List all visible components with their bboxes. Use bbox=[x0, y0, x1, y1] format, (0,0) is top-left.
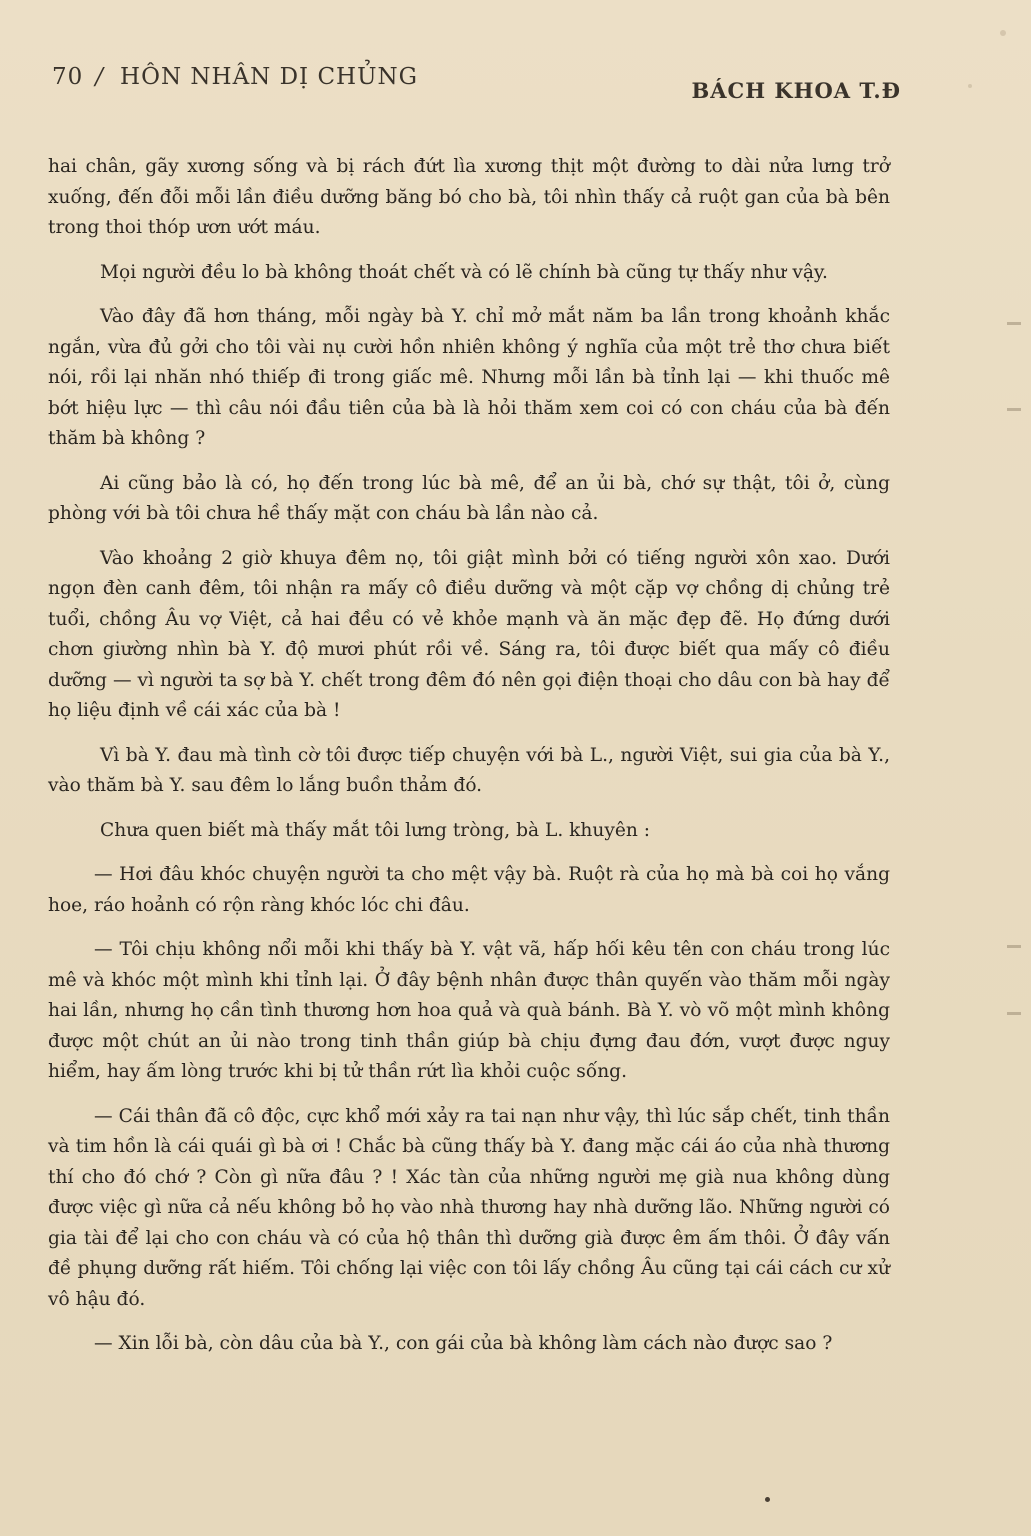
running-head-left bbox=[52, 64, 418, 90]
page-number: 70 bbox=[52, 64, 84, 90]
page-edge-mark bbox=[1007, 322, 1021, 325]
paragraph: Mọi người đều lo bà không thoát chết và có lẽ chính bà cũng tự thấy như vậy. bbox=[100, 261, 828, 283]
dialogue-paragraph: — Cái thân đã cô độc, cực khổ mới xảy ra tai nạn như vậy, thì lúc sắp chết, tinh thần và tim hồn là cái quái gì bà ơi ! Chắc bà cũng thấy bà Y. đang mặc cái áo của nhà thương thí cho đó chớ ? Còn gì nữa đâu ? ! Xác tàn của những người mẹ già nua không dùng được việc gì nữa cả nếu không bỏ họ vào nhà thương hay nhà dưỡng lão. Những người có gia tài để lại cho con cháu và có của hộ thân thì dưỡng già được êm ấm thôi. Ở đây vấn đề phụng dưỡng rất hiếm. Tôi chống lại việc con tôi lấy chồng Âu cũng tại cái cách cư xử vô hậu đó. bbox=[48, 1105, 890, 1310]
magazine-name: BÁCH KHOA T.Đ bbox=[691, 78, 901, 103]
paragraph: Ai cũng bảo là có, họ đến trong lúc bà mê, để an ủi bà, chớ sự thật, tôi ở, cùng phòng với bà tôi chưa hề thấy mặt con cháu bà lần nào cả. bbox=[48, 472, 890, 524]
article-title: HÔN NHÂN DỊ CHỦNG bbox=[120, 64, 418, 90]
paragraph: Vào khoảng 2 giờ khuya đêm nọ, tôi giật mình bởi có tiếng người xôn xao. Dưới ngọn đèn canh đêm, tôi nhận ra mấy cô điều dưỡng và một cặp vợ chồng dị chủng trẻ tuổi, chồng Âu vợ Việt, cả hai đều có vẻ khỏe mạnh và ăn mặc đẹp đẽ. Họ đứng dưới chơn giường nhìn bà Y. độ mươi phút rồi về. Sáng ra, tôi được biết qua mấy cô điều dưỡng — vì người ta sợ bà Y. chết trong đêm đó nên gọi điện thoại cho dâu con bà hay để họ liệu định về cái xác của bà ! bbox=[48, 547, 890, 721]
dialogue-paragraph: — Tôi chịu không nổi mỗi khi thấy bà Y. vật vã, hấp hối kêu tên con cháu trong lúc mê và khóc một mình khi tỉnh lại. Ở đây bệnh nhân được thân quyến vào thăm mỗi ngày hai lần, nhưng họ cần tình thương hơn hoa quả và quà bánh. Bà Y. vò võ một mình không được một chút an ủi nào trong tinh thần giúp bà chịu đựng đau đớn, vượt được nguy hiểm, hay ấm lòng trước khi bị tử thần rứt lìa khỏi cuộc sống. bbox=[48, 939, 890, 1082]
dialogue-paragraph: — Hơi đâu khóc chuyện người ta cho mệt vậy bà. Ruột rà của họ mà bà coi họ vắng hoe, ráo hoảnh có rộn ràng khóc lóc chi đâu. bbox=[48, 864, 890, 916]
paragraph: Chưa quen biết mà thấy mắt tôi lưng tròng, bà L. khuyên : bbox=[100, 819, 651, 841]
ink-dot bbox=[765, 1497, 770, 1502]
paper-speck bbox=[968, 84, 972, 88]
header-separator: / bbox=[95, 64, 105, 90]
dialogue-paragraph: — Xin lỗi bà, còn dâu của bà Y., con gái của bà không làm cách nào được sao ? bbox=[94, 1333, 833, 1354]
article-body bbox=[48, 152, 890, 1374]
paper-speck bbox=[1000, 30, 1006, 36]
paragraph: hai chân, gãy xương sống và bị rách đứt lìa xương thịt một đường to dài nửa lưng trở xuống, đến đỗi mỗi lần điều dưỡng băng bó cho bà, tôi nhìn thấy cả ruột gan của bà bên trong thoi thóp ươn ướt máu. bbox=[48, 156, 890, 238]
paragraph: Vào đây đã hơn tháng, mỗi ngày bà Y. chỉ mở mắt năm ba lần trong khoảnh khắc ngắn, vừa đủ gởi cho tôi vài nụ cười hồn nhiên không ý nghĩa của một trẻ thơ chưa biết nói, rồi lại nhăn nhó thiếp đi trong giấc mê. Nhưng mỗi lần bà tỉnh lại — khi thuốc mê bớt hiệu lực — thì câu nói đầu tiên của bà là hỏi thăm xem coi có con cháu của bà đến thăm bà không ? bbox=[48, 306, 890, 449]
paragraph: Vì bà Y. đau mà tình cờ tôi được tiếp chuyện với bà L., người Việt, sui gia của bà Y., vào thăm bà Y. sau đêm lo lắng buồn thảm đó. bbox=[48, 744, 890, 796]
page-header bbox=[52, 62, 901, 102]
page-edge-mark bbox=[1007, 1012, 1021, 1015]
page-edge-mark bbox=[1007, 408, 1021, 411]
page-edge-mark bbox=[1007, 945, 1021, 948]
